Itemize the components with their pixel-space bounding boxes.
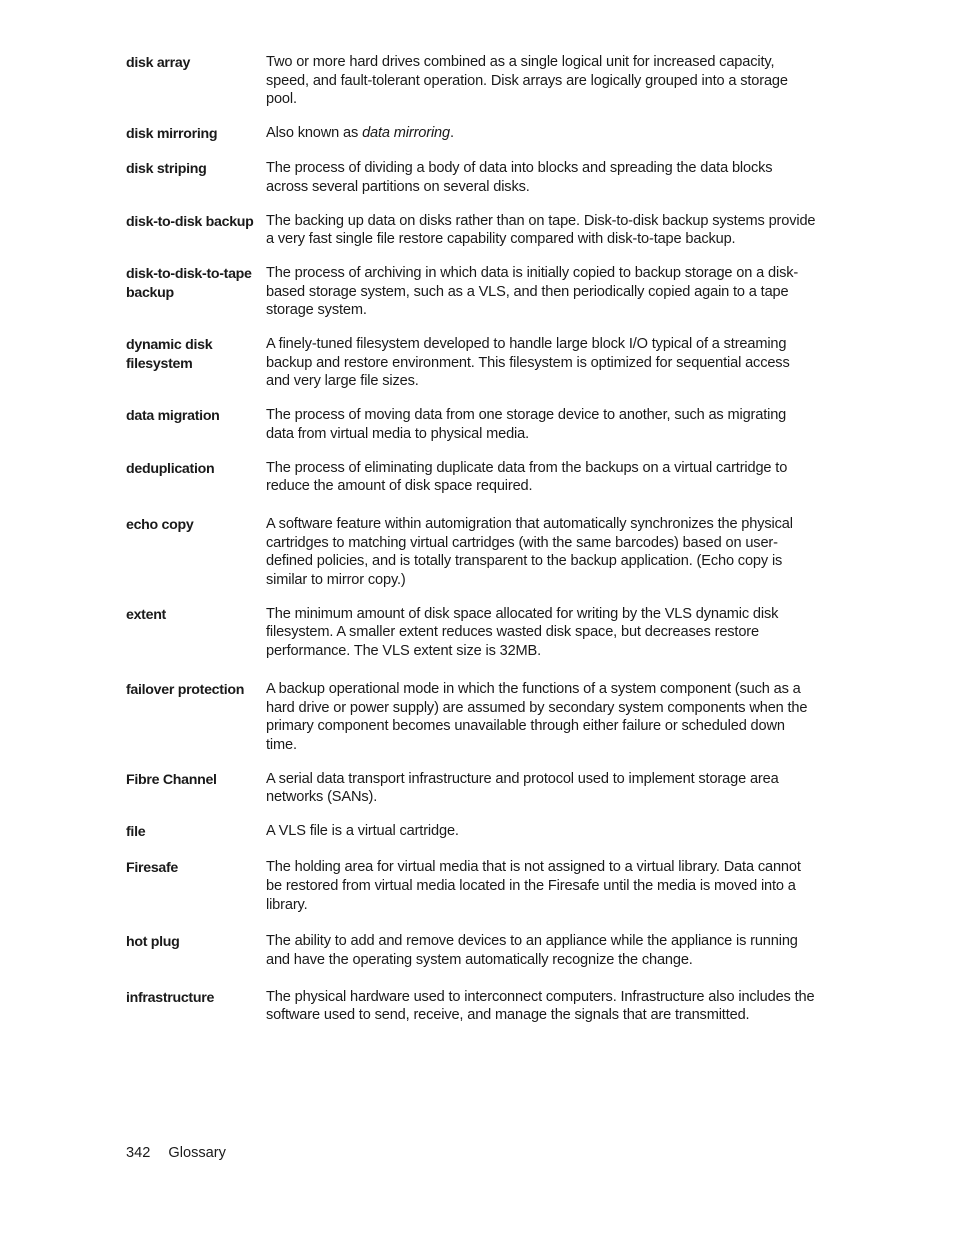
glossary-entry [126, 932, 816, 969]
glossary-term: disk-to-disk backup [126, 213, 254, 230]
glossary-definition: The process of eliminating duplicate data from the backups on a virtual cartridge to reduce the amount of disk space required. [266, 459, 788, 495]
glossary-term: disk mirroring [126, 126, 218, 143]
glossary-entry [126, 858, 816, 914]
glossary-entry [126, 988, 816, 1025]
footer-section-title: Glossary [168, 1145, 226, 1161]
glossary-entry [126, 264, 816, 320]
definition-emphasis: data mirroring [362, 125, 450, 142]
glossary-term: data migration [126, 408, 220, 425]
glossary-definition: The backing up data on disks rather than on tape. Disk-to-disk backup systems provide a very fast single file restore capability compared with disk-to-tape backup. [266, 212, 816, 248]
glossary-definition: The minimum amount of disk space allocated for writing by the VLS dynamic disk filesystem. A smaller extent reduces wasted disk space, but decreases restore performance. The VLS extent size is 32MB. [266, 605, 779, 660]
glossary-term: disk striping [126, 161, 207, 178]
glossary-entry [126, 53, 816, 109]
glossary-term: failover protection [126, 681, 245, 698]
glossary-entry [126, 515, 816, 590]
glossary-entry [126, 459, 816, 496]
glossary-definition: The process of dividing a body of data into blocks and spreading the data blocks across several partitions on several disks. [266, 160, 773, 195]
glossary-term: extent [126, 606, 166, 623]
glossary-definition [266, 124, 816, 143]
definition-text: Also known as [266, 125, 363, 142]
glossary-definition: Two or more hard drives combined as a single logical unit for increased capacity, speed, and fault-tolerant operation. Disk arrays are logically grouped into a storage pool. [266, 54, 788, 108]
glossary-term: disk-to-disk-to-tape backup [126, 265, 252, 301]
glossary-term: deduplication [126, 460, 215, 477]
glossary-definition: A VLS file is a virtual cartridge. [266, 823, 459, 840]
glossary-entry [126, 212, 816, 249]
glossary-entry [126, 605, 816, 661]
page-footer [126, 1144, 226, 1163]
glossary-entry [126, 770, 816, 807]
glossary-term: hot plug [126, 934, 180, 951]
glossary-definition: A serial data transport infrastructure and protocol used to implement storage area networks (SANs). [266, 770, 779, 806]
glossary-term: disk array [126, 55, 191, 71]
glossary-entry [126, 124, 816, 144]
glossary-definition: A software feature within automigration that automatically synchronizes the physical cartridges to matching virtual cartridges (with the same barcodes) based on user-defined policies, and is totally transparent to the backup application. (Echo copy is similar to mirror copy.) [266, 515, 793, 589]
glossary-entry [126, 822, 816, 842]
glossary-entry [126, 335, 816, 391]
definition-text: . [450, 125, 454, 142]
glossary-entry [126, 680, 816, 755]
glossary-term: file [126, 824, 146, 841]
glossary-definition: The process of archiving in which data is initially copied to backup storage on a disk-based storage system, such as a VLS, and then periodically copied again to a tape storage system. [266, 264, 799, 319]
glossary-definition: The physical hardware used to interconnect computers. Infrastructure also includes the software used to send, receive, and manage the signals that are transmitted. [266, 988, 815, 1024]
glossary-term: infrastructure [126, 989, 215, 1006]
glossary-term: dynamic disk filesystem [126, 337, 213, 373]
glossary-term: echo copy [126, 516, 194, 533]
glossary-entry [126, 406, 816, 443]
glossary-term: Firesafe [126, 860, 179, 877]
glossary-definition: The holding area for virtual media that is not assigned to a virtual library. Data cannot be restored from virtual media located in the Firesafe until the media is moved into a library. [266, 859, 801, 913]
glossary-definition: The process of moving data from one storage device to another, such as migrating data from virtual media to physical media. [266, 407, 787, 442]
glossary-term: Fibre Channel [126, 771, 217, 788]
glossary-definition: The ability to add and remove devices to an appliance while the appliance is running and have the operating system automatically recognize the change. [266, 933, 798, 968]
glossary-definition: A finely-tuned filesystem developed to handle large block I/O typical of a streaming backup and restore environment. This filesystem is optimized for sequential access and very large file sizes. [266, 336, 790, 390]
glossary-entry [126, 159, 816, 196]
glossary-list [126, 53, 816, 1025]
page-number: 342 [126, 1145, 151, 1161]
glossary-definition: A backup operational mode in which the functions of a system component (such as a hard drive or power supply) are assumed by secondary system components when the primary component becomes unavailable through either failure or scheduled down time. [266, 680, 808, 753]
